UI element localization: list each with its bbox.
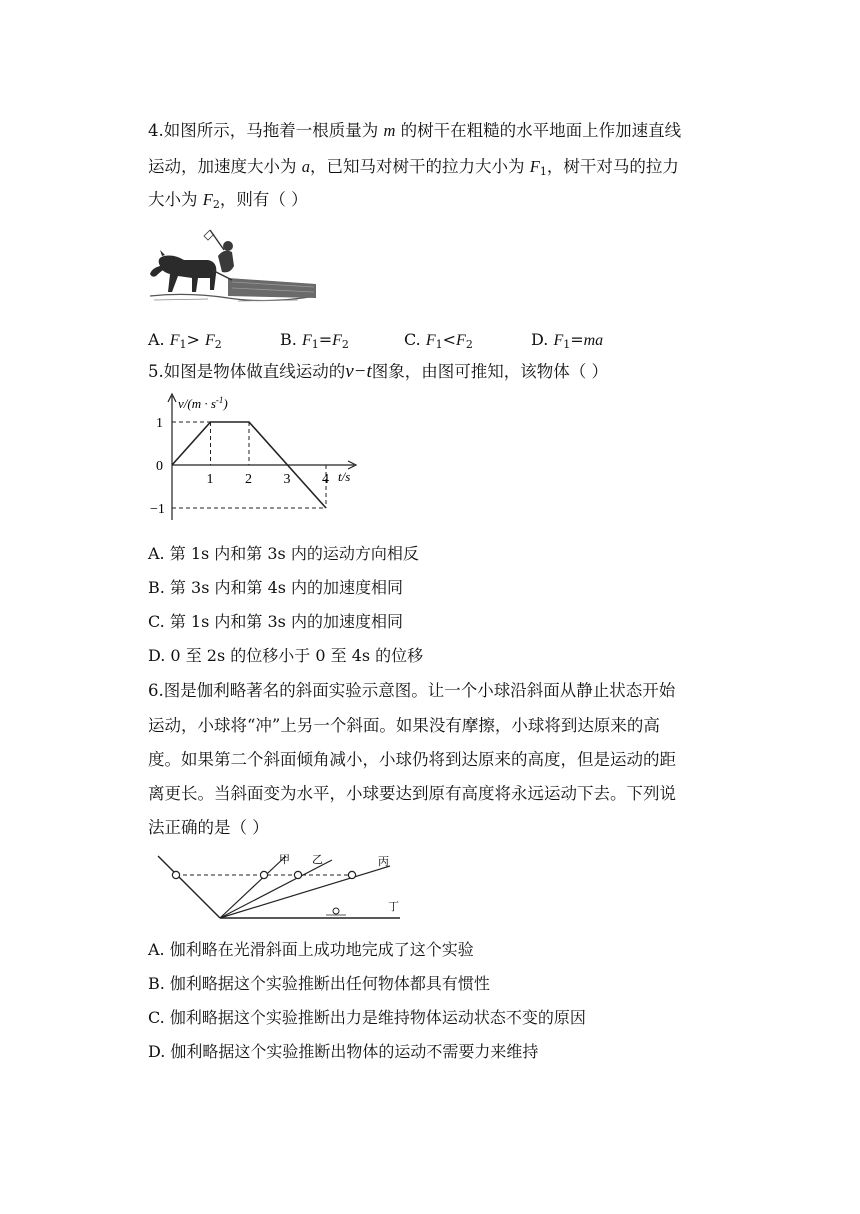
vt-axes — [168, 394, 356, 520]
incline-jia — [220, 856, 286, 918]
y-tick-label: 1 — [156, 416, 163, 431]
q6-option-c[interactable]: C. 伽利略据这个实验推断出力是维持物体运动状态不变的原因 — [148, 1008, 586, 1027]
ball-start — [172, 871, 179, 878]
q6-stem-line-1: 6.图是伽利略著名的斜面实验示意图。让一个小球沿斜面从静止状态开始 — [148, 681, 676, 700]
q4-stem-line-3: 大小为 $F_2$，则有（ ） — [148, 190, 308, 211]
q4-option-b[interactable]: B. $F_1=F_2$ — [280, 330, 349, 351]
q5-option-c[interactable]: C. 第 1s 内和第 3s 内的加速度相同 — [148, 612, 403, 631]
q4-stem-line-2: 运动，加速度大小为 a，已知马对树干的拉力大小为 $F_1$，树干对马的拉力 — [148, 157, 679, 178]
vt-graph — [148, 390, 368, 530]
q5-option-d[interactable]: D. 0 至 2s 的位移小于 0 至 4s 的位移 — [148, 646, 424, 665]
y-tick-label: 0 — [156, 459, 163, 474]
ball-bing — [348, 871, 355, 878]
left-incline — [158, 856, 220, 918]
ball-jia — [260, 871, 267, 878]
q6-stem-line-4: 离更长。当斜面变为水平，小球要达到原有高度将永远运动下去。下列说 — [148, 784, 676, 803]
label-ding: 丁 — [388, 901, 399, 913]
y-axis-label: $v/(m \cdot s^{-1})$ — [178, 395, 228, 411]
label-yi: 乙 — [312, 854, 323, 866]
q4-options — [148, 330, 708, 350]
ball-ding — [333, 908, 339, 914]
vt-ticks — [150, 416, 329, 517]
x-tick-label: 1 — [206, 472, 214, 487]
q5-option-a[interactable]: A. 第 1s 内和第 3s 内的运动方向相反 — [148, 544, 419, 563]
q6-option-a[interactable]: A. 伽利略在光滑斜面上成功地完成了这个实验 — [148, 940, 474, 959]
q5-stem: 5.如图是物体做直线运动的v−t图象，由图可推知，该物体（ ） — [148, 361, 609, 382]
q6-option-d[interactable]: D. 伽利略据这个实验推断出物体的运动不需要力来维持 — [148, 1042, 539, 1061]
y-tick-label: −1 — [150, 502, 165, 517]
horse-log-figure — [148, 226, 318, 304]
q4-option-d[interactable]: D. $F_1=ma$ — [531, 330, 604, 351]
q5-option-b[interactable]: B. 第 3s 内和第 4s 内的加速度相同 — [148, 578, 404, 597]
q6-stem-line-2: 运动，小球将“冲”上另一个斜面。如果没有摩擦，小球将到达原来的高 — [148, 716, 660, 735]
q6-stem-line-3: 度。如果第二个斜面倾角减小，小球仍将到达原来的高度，但是运动的距 — [148, 750, 676, 769]
x-tick-label: 2 — [245, 472, 252, 487]
x-axis-label: t/s — [338, 469, 351, 484]
x-tick-label: 3 — [283, 472, 291, 487]
q4-stem-line-1: 4.如图所示，马拖着一根质量为 m 的树干在粗糙的水平地面上作加速直线 — [148, 121, 682, 140]
label-jia: 甲 — [279, 854, 290, 866]
galileo-ramp-diagram — [150, 848, 412, 924]
x-tick-label: 4 — [322, 472, 329, 487]
q4-option-c[interactable]: C. $F_1<F_2$ — [404, 330, 473, 351]
q6-option-b[interactable]: B. 伽利略据这个实验推断出任何物体都具有惯性 — [148, 974, 490, 993]
q6-stem-line-5: 法正确的是（ ） — [148, 818, 269, 837]
q4-option-a[interactable]: A. $F_1> F_2$ — [148, 330, 222, 351]
label-bing: 丙 — [378, 856, 389, 868]
ball-yi — [294, 871, 301, 878]
